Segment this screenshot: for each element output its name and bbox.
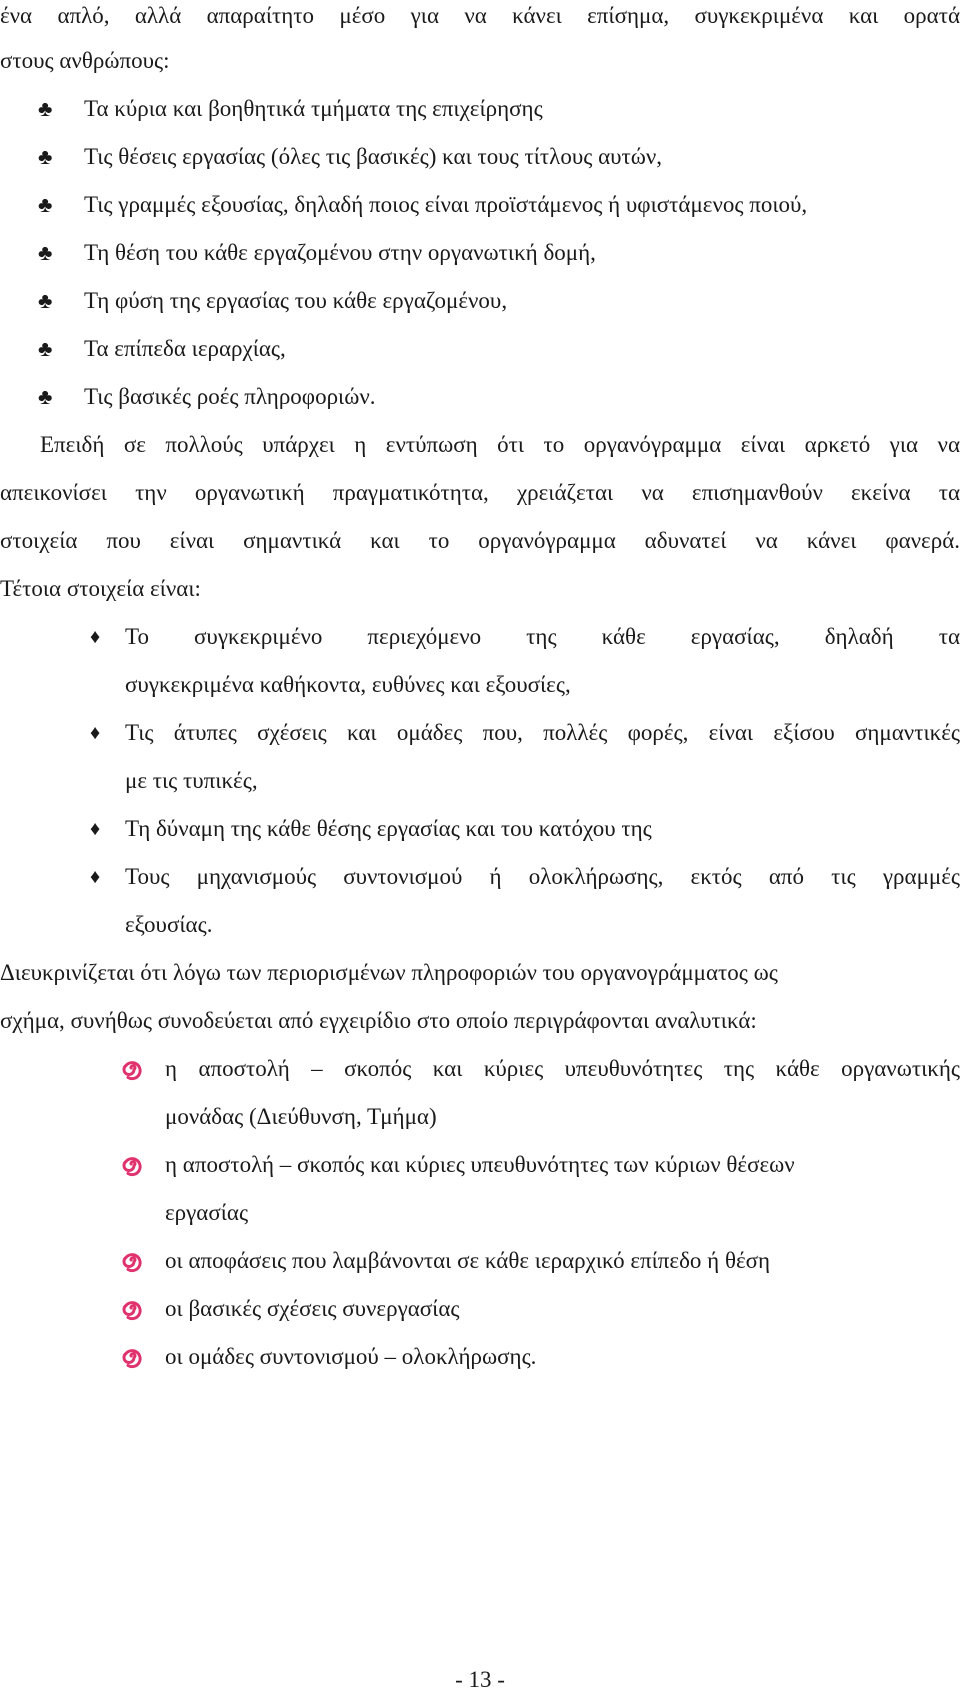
- intro-line-1: ένα απλό, αλλά απαραίτητο μέσο για να κάνει επίσημα, συγκεκριμένα και ορατά: [0, 3, 960, 28]
- club-bullet-icon: ♣: [38, 240, 53, 265]
- diamond-list-item-line-1: Το συγκεκριμένο περιεχόμενο της κάθε εργασίας, δηλαδή τα: [125, 624, 960, 649]
- paragraph-1-line-4: Τέτοια στοιχεία είναι:: [0, 576, 201, 601]
- intro-line-2: στους ανθρώπους:: [0, 48, 170, 73]
- swirl-list-item-line-1: η αποστολή – σκοπός και κύριες υπευθυνότητες της κάθε οργανωτικής: [165, 1056, 960, 1081]
- diamond-list-item-line-2: συγκεκριμένα καθήκοντα, ευθύνες και εξουσίες,: [125, 672, 571, 697]
- club-list-item: Τα επίπεδα ιεραρχίας,: [84, 336, 286, 361]
- swirl-bullet-icon: [119, 1295, 145, 1321]
- paragraph-1-line-1: Επειδή σε πολλούς υπάρχει η εντύπωση ότι το οργανόγραμμα είναι αρκετό για να: [40, 432, 960, 457]
- diamond-list-item-line-1: Τις άτυπες σχέσεις και ομάδες που, πολλές φορές, είναι εξίσου σημαντικές: [125, 720, 960, 745]
- club-bullet-icon: ♣: [38, 96, 53, 121]
- diamond-bullet-icon: ♦: [90, 626, 101, 648]
- club-list-item: Τις βασικές ροές πληροφοριών.: [84, 384, 376, 409]
- club-list-item: Τη θέση του κάθε εργαζομένου στην οργανωτική δομή,: [84, 240, 596, 265]
- page-number: - 13 -: [455, 1667, 505, 1692]
- diamond-bullet-icon: ♦: [90, 866, 101, 888]
- swirl-list-item-line-1: οι αποφάσεις που λαμβάνονται σε κάθε ιεραρχικό επίπεδο ή θέση: [165, 1248, 771, 1273]
- club-bullet-icon: ♣: [38, 144, 53, 169]
- swirl-bullet-icon: [119, 1247, 145, 1273]
- club-list-item: Τα κύρια και βοηθητικά τμήματα της επιχείρησης: [84, 96, 543, 121]
- swirl-list-item-line-2: εργασίας: [165, 1200, 249, 1225]
- swirl-list-item-line-1: οι βασικές σχέσεις συνεργασίας: [165, 1296, 460, 1321]
- club-bullet-icon: ♣: [38, 192, 53, 217]
- paragraph-1-line-2: απεικονίσει την οργανωτική πραγματικότητα, χρειάζεται να επισημανθούν εκείνα τα: [0, 480, 960, 505]
- paragraph-2-line-2: σχήμα, συνήθως συνοδεύεται από εγχειρίδιο στο οποίο περιγράφονται αναλυτικά:: [0, 1008, 757, 1033]
- paragraph-2-line-1: Διευκρινίζεται ότι λόγω των περιορισμένων πληροφοριών του οργανογράμματος ως: [0, 960, 778, 985]
- swirl-bullet-icon: [119, 1151, 145, 1177]
- swirl-list-item-line-1: η αποστολή – σκοπός και κύριες υπευθυνότητες των κύριων θέσεων: [165, 1152, 795, 1177]
- paragraph-1-line-3: στοιχεία που είναι σημαντικά και το οργανόγραμμα αδυνατεί να κάνει φανερά.: [0, 528, 960, 553]
- club-list-item: Τις γραμμές εξουσίας, δηλαδή ποιος είναι προϊστάμενος ή υφιστάμενος ποιού,: [84, 192, 808, 217]
- diamond-list-item-line-1: Τους μηχανισμούς συντονισμού ή ολοκλήρωσης, εκτός από τις γραμμές: [125, 864, 960, 889]
- diamond-list-item-line-2: εξουσίας.: [125, 912, 213, 937]
- club-list-item: Τη φύση της εργασίας του κάθε εργαζομένου,: [84, 288, 508, 313]
- club-bullet-icon: ♣: [38, 384, 53, 409]
- club-bullet-icon: ♣: [38, 336, 53, 361]
- diamond-list-item-line-2: με τις τυπικές,: [125, 768, 258, 793]
- swirl-bullet-icon: [119, 1343, 145, 1369]
- swirl-list-item-line-1: οι ομάδες συντονισμού – ολοκλήρωσης.: [165, 1344, 537, 1369]
- swirl-list-item-line-2: μονάδας (Διεύθυνση, Τμήμα): [165, 1104, 437, 1129]
- diamond-bullet-icon: ♦: [90, 818, 101, 840]
- club-list-item: Τις θέσεις εργασίας (όλες τις βασικές) και τους τίτλους αυτών,: [84, 144, 663, 169]
- club-bullet-icon: ♣: [38, 288, 53, 313]
- swirl-bullet-icon: [119, 1055, 145, 1081]
- diamond-bullet-icon: ♦: [90, 722, 101, 744]
- diamond-list-item-line-1: Τη δύναμη της κάθε θέσης εργασίας και του κατόχου της: [125, 816, 652, 841]
